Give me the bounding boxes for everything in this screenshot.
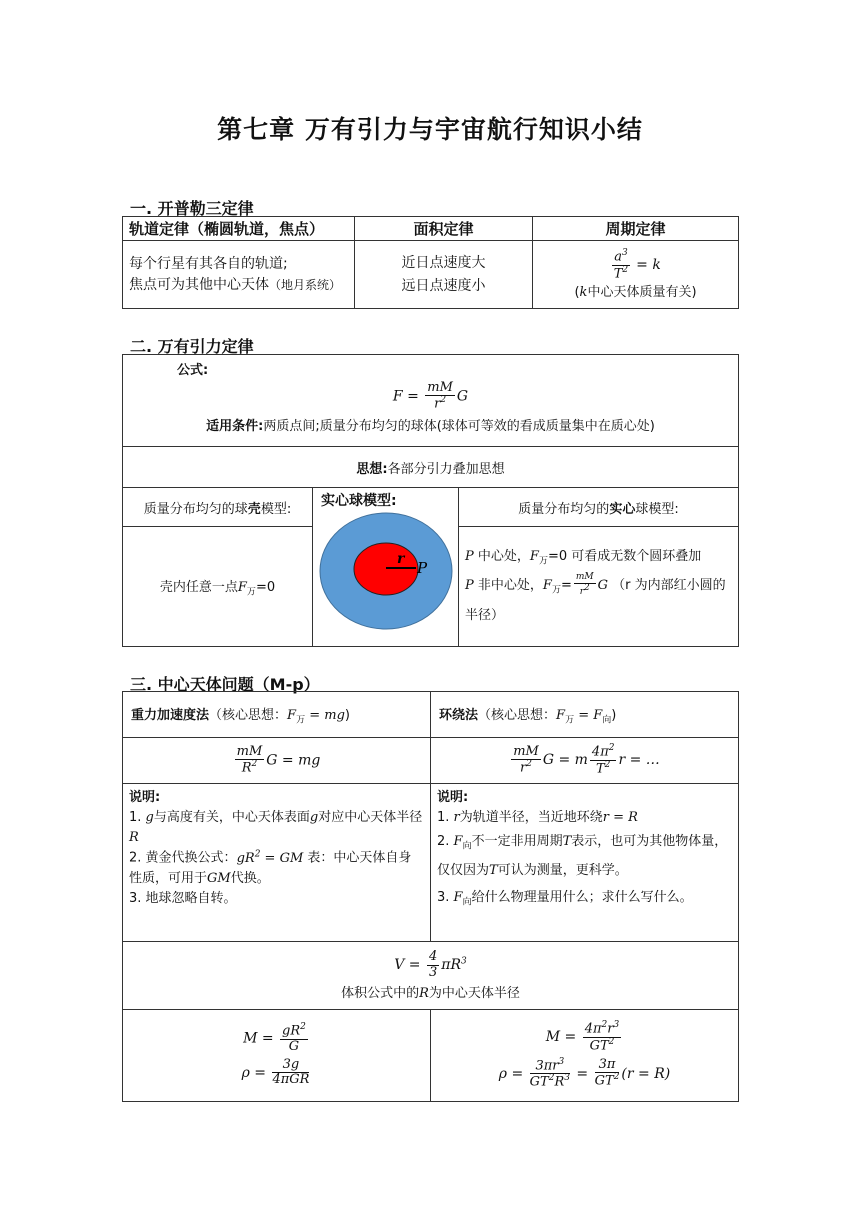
kepler-period-cell: $\frac{a^3}{T^2}$ = k (k中心天体质量有关) bbox=[533, 241, 739, 309]
page-title: 第七章 万有引力与宇宙航行知识小结 bbox=[217, 115, 643, 144]
volume-formula-cell: V = $\frac{4}{3}$ $\pi R^3$ 体积公式中的R为中心天体半径 bbox=[123, 942, 739, 1010]
gravity-method-notes: 说明: 1. g与高度有关，中心天体表面g对应中心天体半径R 2. 黄金代换公式：$gR^2$ = GM 表：中心天体自身性质，可用于GM代换。 3. 地球忽略自转。 bbox=[123, 784, 431, 942]
gravity-method-formula: $\frac{mM}{R^2}$ G = mg bbox=[123, 738, 431, 784]
section-kepler-heading: 一. 开普勒三定律 bbox=[130, 199, 254, 218]
central-body-table bbox=[122, 691, 739, 1102]
solid-title-cell: 质量分布均匀的实心球模型: bbox=[459, 488, 739, 527]
orbit-method-header: 环绕法（核心思想：$F_万 = F_向$) bbox=[431, 692, 739, 738]
orbit-method-formula: $\frac{mM}{r^2}$ G = m $\frac{4\pi^2}{T^2}$ r = … bbox=[431, 738, 739, 784]
gravitation-table bbox=[122, 354, 739, 647]
formula-cell: 公式: F = $\frac{mM}{r^2}$ G 适用条件:两质点间;质量分布均匀的球体(球体可等效的看成质量集中在质心处) bbox=[123, 355, 739, 447]
radius-label: r bbox=[397, 551, 405, 567]
section-gravitation-heading: 二. 万有引力定律 bbox=[130, 337, 254, 356]
kepler-orbit-cell: 每个行星有其各自的轨道; 焦点可为其他中心天体（地月系统） bbox=[123, 241, 355, 309]
point-p-label: P bbox=[417, 559, 428, 577]
section-central-body-heading: 三. 中心天体问题（M-p） bbox=[130, 675, 320, 694]
kepler-area-cell: 近日点速度大 远日点速度小 bbox=[355, 241, 533, 309]
gravity-method-header: 重力加速度法（核心思想：$F_万 = mg$) bbox=[123, 692, 431, 738]
shell-title-cell: 质量分布均匀的球壳模型: bbox=[123, 488, 313, 527]
kepler-col1-header: 轨道定律（椭圆轨道，焦点） bbox=[123, 217, 355, 241]
idea-cell: 思想:各部分引力叠加思想 bbox=[123, 447, 739, 488]
kepler-col2-header: 面积定律 bbox=[355, 217, 533, 241]
orbit-method-results: M = $\frac{4\pi^2r^3}{GT^2}$ ρ = $\frac{3\pi r^3}{GT^2R^3}$ = $\frac{3\pi}{GT^2}$ (r = R) bbox=[431, 1010, 739, 1102]
orbit-method-notes: 说明: 1. r为轨道半径，当近地环绕r = R 2. $F_向$不一定非用周期T表示，也可为其他物体量，仅仅因为T可认为测量，更科学。 3. $F_向$给什么物理量用什么；求什么写什么。 bbox=[431, 784, 739, 942]
sphere-diagram bbox=[313, 510, 459, 636]
kepler-table bbox=[122, 216, 739, 309]
gravity-method-results: M = $\frac{gR^2}{G}$ ρ = 3g 4πGR bbox=[123, 1010, 431, 1102]
solid-explain-cell: P 中心处，$F_万=0$ 可看成无数个圆环叠加 P 非中心处，$F_万=$ $\frac{mM}{r^2}$ G （r 为内部红小圆的半径） bbox=[459, 527, 739, 647]
shell-inside-cell: 壳内任意一点$F_万=0$ bbox=[123, 527, 313, 647]
kepler-col3-header: 周期定律 bbox=[533, 217, 739, 241]
solid-sphere-cell: 实心球模型: r P bbox=[313, 488, 459, 647]
